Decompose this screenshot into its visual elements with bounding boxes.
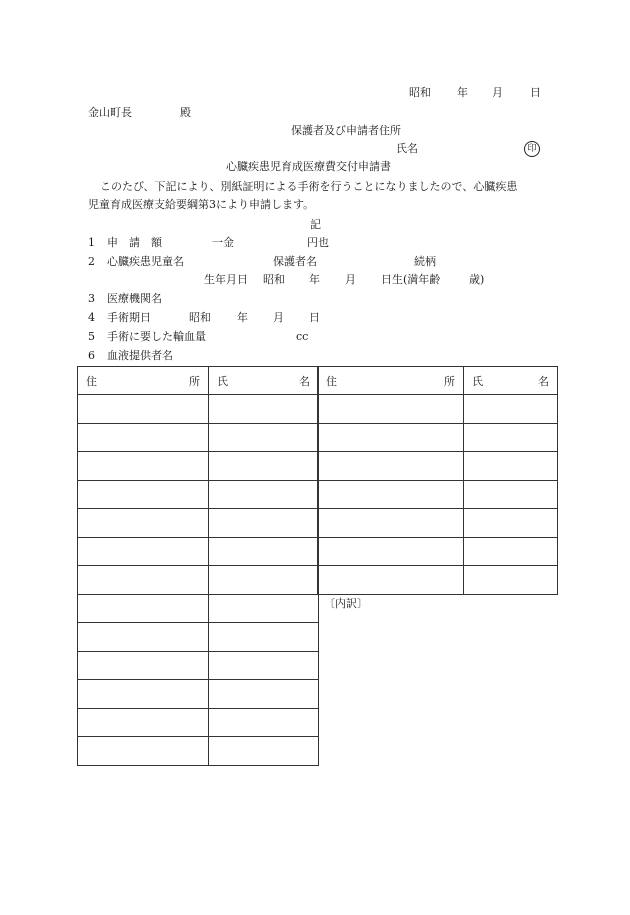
address-cell[interactable]	[318, 566, 464, 595]
item1-label: 申 請 額	[107, 236, 162, 249]
address-cell[interactable]	[78, 623, 209, 652]
item4-month: 月	[273, 311, 284, 324]
table-row	[78, 480, 319, 509]
item6-num: 6	[88, 349, 95, 362]
address-cell[interactable]	[78, 737, 209, 766]
document-title: 心臓疾患児育成医療費交付申請書	[226, 160, 391, 173]
name-cell[interactable]	[209, 537, 319, 566]
item2-guardian: 保護者名	[273, 255, 317, 268]
date-day: 日	[530, 86, 541, 99]
birth-month: 月	[345, 273, 356, 286]
name-cell[interactable]	[209, 423, 319, 452]
item3-num: 3	[88, 292, 95, 305]
ki-heading: 記	[310, 218, 321, 231]
address-cell[interactable]	[78, 537, 209, 566]
name-cell[interactable]	[464, 537, 558, 566]
name-cell[interactable]	[464, 423, 558, 452]
addressee-name: 金山町長	[88, 106, 132, 119]
item4-era: 昭和	[189, 311, 211, 324]
address-cell[interactable]	[318, 509, 464, 538]
table-row	[318, 452, 558, 481]
item1-num: 1	[88, 236, 95, 249]
birth-era: 昭和	[263, 273, 285, 286]
table-row	[318, 423, 558, 452]
name-cell[interactable]	[209, 680, 319, 709]
birth-age: 歳)	[469, 273, 485, 286]
name-cell[interactable]	[209, 651, 319, 680]
birth-day: 日生(満年齢	[381, 273, 441, 286]
address-cell[interactable]	[78, 509, 209, 538]
name-header: 氏 名	[464, 367, 558, 395]
donor-table-right	[317, 366, 558, 595]
name-cell[interactable]	[209, 708, 319, 737]
name-cell[interactable]	[209, 509, 319, 538]
table-row	[78, 452, 319, 481]
birth-label: 生年月日	[204, 273, 248, 286]
address-cell[interactable]	[78, 423, 209, 452]
name-cell[interactable]	[464, 566, 558, 595]
address-cell[interactable]	[318, 423, 464, 452]
date-era: 昭和	[409, 86, 431, 99]
name-cell[interactable]	[209, 623, 319, 652]
table-row	[318, 509, 558, 538]
table-row	[318, 480, 558, 509]
item2-label: 心臓疾患児童名	[107, 255, 184, 268]
item2-num: 2	[88, 255, 95, 268]
table-row	[78, 680, 319, 709]
applicant-address-label: 保護者及び申請者住所	[291, 124, 401, 137]
item6-label: 血液提供者名	[107, 349, 173, 362]
table-row	[318, 566, 558, 595]
name-cell[interactable]	[464, 509, 558, 538]
breakdown-label: 〔内訳〕	[324, 597, 368, 610]
table-row	[78, 537, 319, 566]
item5-label: 手術に要した輸血量	[107, 330, 206, 343]
body-line-2: 児童育成医療支給要綱第3により申請します。	[88, 198, 315, 211]
table-row	[78, 737, 319, 766]
addressee-suffix: 殿	[180, 106, 191, 119]
table-row	[78, 651, 319, 680]
table-row	[318, 537, 558, 566]
seal-mark: 印	[524, 141, 540, 157]
item1-suffix: 円也	[307, 236, 329, 249]
date-year: 年	[457, 86, 468, 99]
table-row	[78, 423, 319, 452]
table-row	[318, 395, 558, 424]
body-line-1: このたび、下記により、別紙証明による手術を行うことになりましたので、心臓疾患	[100, 180, 518, 193]
name-cell[interactable]	[464, 395, 558, 424]
name-cell[interactable]	[209, 566, 319, 595]
table-row	[78, 509, 319, 538]
address-cell[interactable]	[318, 452, 464, 481]
item4-year: 年	[237, 311, 248, 324]
address-cell[interactable]	[78, 452, 209, 481]
name-cell[interactable]	[209, 395, 319, 424]
table-row	[78, 623, 319, 652]
address-cell[interactable]	[318, 537, 464, 566]
table-row	[78, 395, 319, 424]
name-cell[interactable]	[464, 480, 558, 509]
donor-table-left	[77, 366, 319, 766]
name-cell[interactable]	[209, 594, 319, 623]
address-cell[interactable]	[78, 395, 209, 424]
item5-unit: cc	[296, 330, 309, 343]
name-cell[interactable]	[464, 452, 558, 481]
applicant-name-label: 氏名	[396, 142, 418, 155]
item4-num: 4	[88, 311, 95, 324]
name-cell[interactable]	[209, 452, 319, 481]
table-row	[78, 594, 319, 623]
item3-label: 医療機関名	[107, 292, 162, 305]
birth-year: 年	[309, 273, 320, 286]
address-cell[interactable]	[318, 480, 464, 509]
name-header: 氏 名	[209, 367, 319, 395]
table-row	[78, 566, 319, 595]
address-cell[interactable]	[78, 651, 209, 680]
address-header: 住 所	[78, 367, 209, 395]
address-cell[interactable]	[78, 566, 209, 595]
address-header: 住 所	[318, 367, 464, 395]
name-cell[interactable]	[209, 480, 319, 509]
item5-num: 5	[88, 330, 95, 343]
date-month: 月	[492, 86, 503, 99]
address-cell[interactable]	[78, 594, 209, 623]
address-cell[interactable]	[78, 680, 209, 709]
item4-day: 日	[309, 311, 320, 324]
item4-label: 手術期日	[107, 311, 151, 324]
item1-prefix: 一金	[212, 236, 234, 249]
address-cell[interactable]	[78, 708, 209, 737]
address-cell[interactable]	[78, 480, 209, 509]
name-cell[interactable]	[209, 737, 319, 766]
item2-relation: 続柄	[414, 255, 436, 268]
table-row	[78, 708, 319, 737]
address-cell[interactable]	[318, 395, 464, 424]
